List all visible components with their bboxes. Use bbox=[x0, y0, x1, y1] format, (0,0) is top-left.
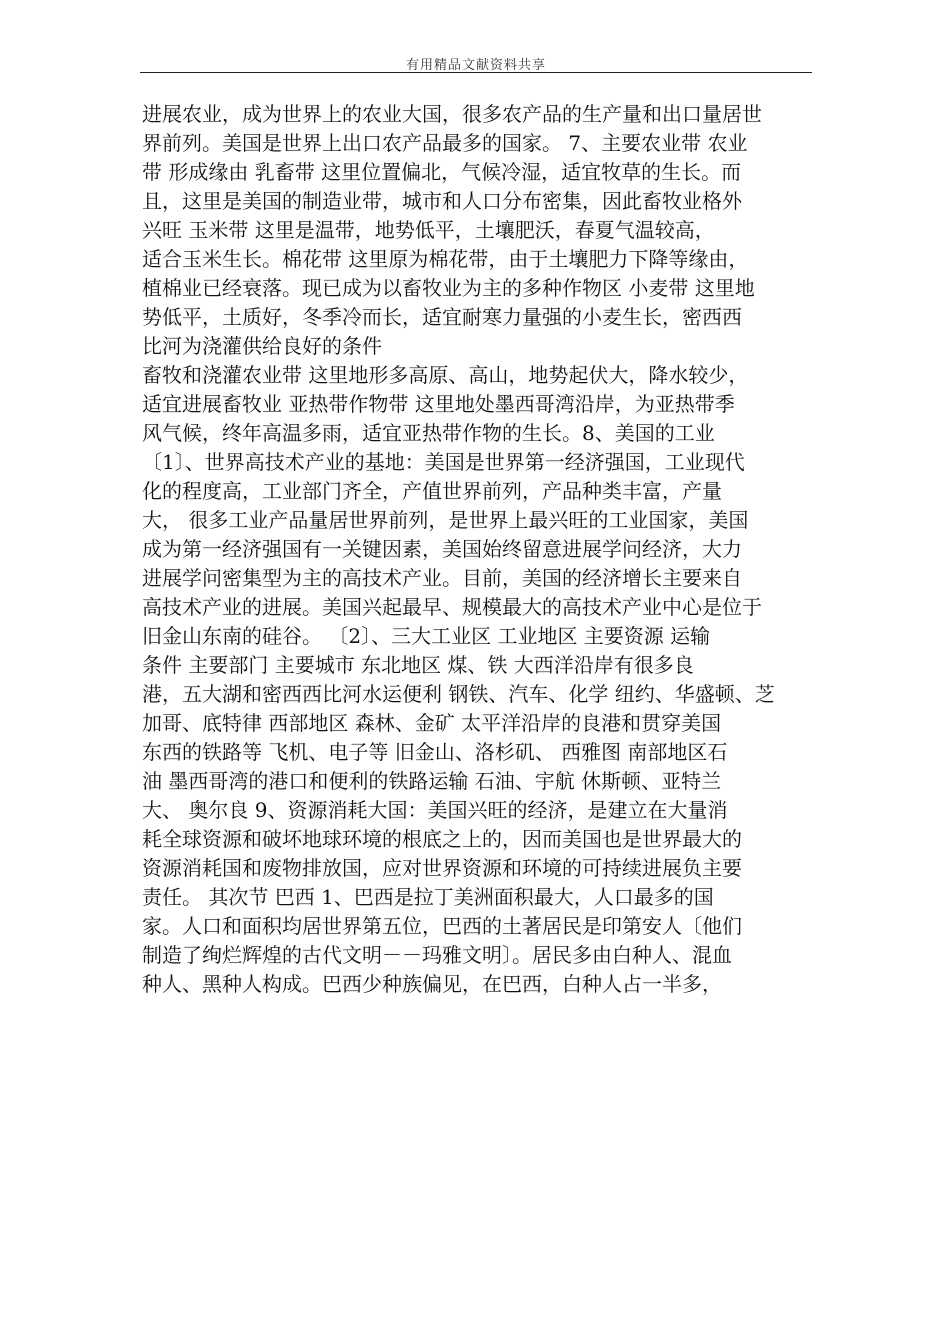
text-line: 界前列。美国是世界上出口农产品最多的国家。 7、主要农业带 农业 bbox=[142, 131, 748, 155]
text-line: 旧金山东南的硅谷。 〔2〕、三大工业区 工业地区 主要资源 运输 bbox=[142, 624, 711, 648]
text-line: 畜牧和浇灌农业带 这里地形多高原、高山，地势起伏大，降水较少， bbox=[142, 363, 749, 387]
text-line: 势低平，土质好，冬季冷而长，适宜耐寒力量强的小麦生长，密西西 bbox=[142, 305, 742, 329]
text-line: 条件 主要部门 主要城市 东北地区 煤、铁 大西洋沿岸有很多良 bbox=[142, 653, 694, 677]
text-line: 化的程度高，工业部门齐全，产值世界前列，产品种类丰富，产量 bbox=[142, 479, 722, 503]
text-line: 成为第一经济强国有一关键因素，美国始终留意进展学问经济，大力 bbox=[142, 537, 742, 561]
text-line: 大， 很多工业产品量居世界前列，是世界上最兴旺的工业国家，美国 bbox=[142, 508, 749, 532]
text-line: 适合玉米生长。棉花带 这里原为棉花带，由于土壤肥力下降等缘由， bbox=[142, 247, 749, 271]
text-line: 进展学问密集型为主的高技术产业。目前，美国的经济增长主要来自 bbox=[142, 566, 742, 590]
text-line: 油 墨西哥湾的港口和便利的铁路运输 石油、宇航 休斯顿、亚特兰 bbox=[142, 769, 722, 793]
text-line: 港，五大湖和密西西比河水运便利 钢铁、汽车、化学 纽约、华盛顿、芝 bbox=[142, 682, 775, 706]
text-line: 植棉业已经衰落。现已成为以畜牧业为主的多种作物区 小麦带 这里地 bbox=[142, 276, 755, 300]
header-text: 有用精品文献资料共享 bbox=[405, 58, 546, 73]
text-line: 耗全球资源和破坏地球环境的根底之上的，因而美国也是世界最大的 bbox=[142, 827, 742, 851]
text-line: 资源消耗国和废物排放国，应对世界资源和环境的可持续进展负主要 bbox=[142, 856, 742, 880]
text-line: 家。人口和面积均居世界第五位，巴西的土著居民是印第安人〔他们 bbox=[142, 914, 742, 938]
text-line: 东西的铁路等 飞机、电子等 旧金山、洛杉矶、 西雅图 南部地区石 bbox=[142, 740, 728, 764]
text-line: 种人、黑种人构成。巴西少种族偏见，在巴西，白种人占一半多， bbox=[142, 972, 722, 996]
text-line: 责任。 其次节 巴西 1、巴西是拉丁美洲面积最大，人口最多的国 bbox=[142, 885, 714, 909]
text-line: 带 形成缘由 乳畜带 这里位置偏北，气候冷湿，适宜牧草的生长。而 bbox=[142, 160, 742, 184]
page-header bbox=[140, 54, 812, 73]
text-line: 〔1〕、世界高技术产业的基地：美国是世界第一经济强国，工业现代 bbox=[142, 450, 745, 474]
text-line: 风气候，终年高温多雨，适宜亚热带作物的生长。8、美国的工业 bbox=[142, 421, 715, 445]
text-line: 比河为浇灌供给良好的条件 bbox=[142, 334, 382, 358]
body-text bbox=[142, 100, 822, 999]
text-line: 制造了绚烂辉煌的古代文明－－玛雅文明〕。居民多由白种人、混血 bbox=[142, 943, 732, 967]
text-line: 适宜进展畜牧业 亚热带作物带 这里地处墨西哥湾沿岸，为亚热带季 bbox=[142, 392, 735, 416]
text-line: 兴旺 玉米带 这里是温带，地势低平，土壤肥沃，春夏气温较高， bbox=[142, 218, 715, 242]
text-line: 大、 奥尔良 9、资源消耗大国：美国兴旺的经济，是建立在大量消 bbox=[142, 798, 728, 822]
text-line: 加哥、底特律 西部地区 森林、金矿 太平洋沿岸的良港和贯穿美国 bbox=[142, 711, 722, 735]
text-line: 且，这里是美国的制造业带，城市和人口分布密集，因此畜牧业格外 bbox=[142, 189, 742, 213]
text-line: 高技术产业的进展。美国兴起最早、规模最大的高技术产业中心是位于 bbox=[142, 595, 762, 619]
text-line: 进展农业，成为世界上的农业大国，很多农产品的生产量和出口量居世 bbox=[142, 102, 762, 126]
